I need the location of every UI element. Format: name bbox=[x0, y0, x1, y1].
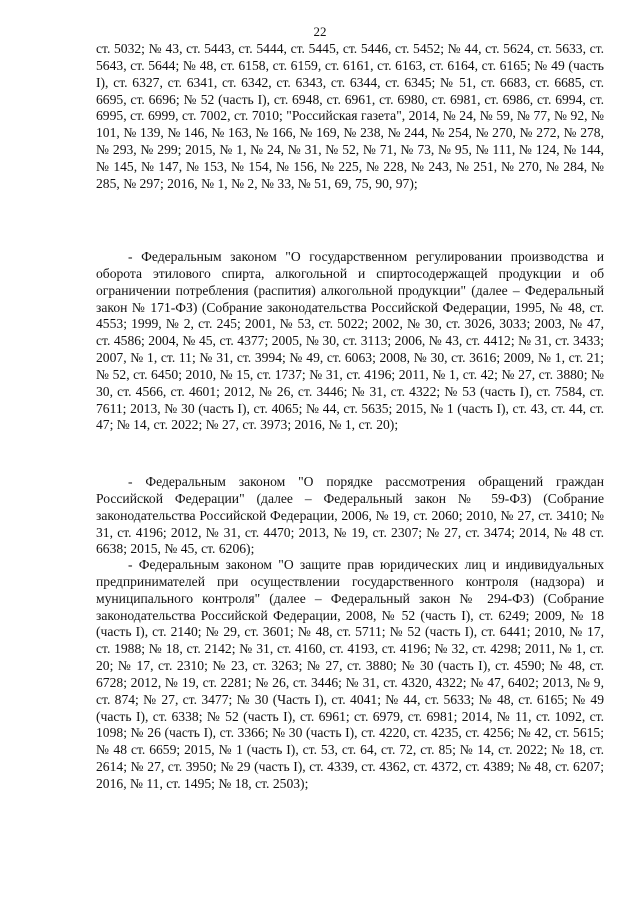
page-number: 22 bbox=[313, 24, 327, 39]
paragraph-federal-law-294: - Федеральным законом "О защите прав юридических лиц и индивидуальных предпринимателей при осуществлении государственного контроля (надзора) и муниципального контроля" (далее – Федеральный закон № 294-ФЗ) (Собрание законодательства Российской Федерации, 2008, № 52 (часть I), ст. 6249; 2009, № 18 (часть I), ст. 2140; № 29, ст. 3601; № 48, ст. 5711; № 52 (часть I), ст. 6441; 2010, № 17, ст. 1988; № 18, ст. 2142; № 31, ст. 4160, ст. 4193, ст. 4196; № 32, ст. 4298; 2011, № 1, ст. 20; № 17, ст. 2310; № 23, ст. 3263; № 27, ст. 3880; № 30 (часть I), ст. 4590; № 48, ст. 6728; 2012, № 19, ст. 2281; № 26, ст. 3446; № 31, ст. 4320, 4322; № 47, 6402; 2013, № 9, ст. 874; № 27, ст. 3477; № 30 (Часть I), ст. 4041; № 44, ст. 5633; № 48, ст. 6165; № 49 (часть I), ст. 6338; № 52 (часть I), ст. 6961; ст. 6979, ст. 6981; 2014, № 11, ст. 1092, ст. 1098; № 26 (часть I), ст. 3366; № 30 (часть I), ст. 4220, ст. 4235, ст. 4256; № 42, ст. 5615; № 48 ст. 6659; 2015, № 1 (часть I), ст. 53, ст. 64, ст. 72, ст. 85; № 14, ст. 2022; № 18, ст. 2614; № 27, ст. 3950; № 29 (часть I), ст. 4339, ст. 4362, ст. 4372, ст. 4389; № 48, ст. 6207; 2016, № 11, ст. 1495; № 18, ст. 2503); bbox=[96, 557, 604, 791]
paragraph-federal-law-59: - Федеральным законом "О порядке рассмотрения обращений граждан Российской Федерации" (далее – Федеральный закон № 59-ФЗ) (Собрание законодательства Российской Федерации, 2006, № 19, ст. 2060; 2010, № 27, ст. 3410; № 31, ст. 4196; 2012, № 31, ст. 4470; 2013, № 19, ст. 2307; № 27, ст. 3474; 2014, № 48 ст. 6638; 2015, № 45, ст. 6206); bbox=[96, 474, 604, 557]
paragraph-citation-continuation: ст. 5032; № 43, ст. 5443, ст. 5444, ст. 5445, ст. 5446, ст. 5452; № 44, ст. 5624, ст. 5633, ст. 5643, ст. 5644; № 48, ст. 6158, ст. 6159, ст. 6161, ст. 6163, ст. 6164, ст. 6165; № 49 (часть I), ст. 6327, ст. 6341, ст. 6342, ст. 6343, ст. 6344, ст. 6345; № 51, ст. 6683, ст. 6685, ст. 6695, ст. 6696; № 52 (часть I), ст. 6948, ст. 6961, ст. 6980, ст. 6981, ст. 6986, ст. 6994, ст. 6995, ст. 6999, ст. 7002, ст. 7010; "Российская газета", 2014, № 24, № 59, № 77, № 92, № 101, № 139, № 146, № 163, № 166, № 169, № 238, № 244, № 254, № 270, № 272, № 278, № 293, № 299; 2015, № 1, № 24, № 31, № 52, № 71, № 73, № 95, № 111, № 124, № 144, № 145, № 147, № 153, № 154, № 156, № 225, № 228, № 243, № 251, № 270, № 284, № 285, № 297; 2016, № 1, № 2, № 33, № 51, 69, 75, 90, 97); bbox=[96, 41, 604, 191]
paragraph-federal-law-171: - Федеральным законом "О государственном регулировании производства и оборота этилового спирта, алкогольной и спиртосодержащей продукции и об ограничении потребления (распития) алкогольной продукции" (далее – Федеральный закон № 171-ФЗ) (Собрание законодательства Российской Федерации, 1995, № 48, ст. 4553; 1999, № 2, ст. 245; 2001, № 53, ст. 5022; 2002, № 30, ст. 3026, 3033; 2003, № 47, ст. 4586; 2004, № 45, ст. 4377; 2005, № 30, ст. 3113; 2006, № 43, ст. 4412; № 31, ст. 3433; 2007, № 1, ст. 11; № 31, ст. 3994; № 49, ст. 6063; 2008, № 30, ст. 3616; 2009, № 1, ст. 21; № 52, ст. 6450; 2010, № 15, ст. 1737; № 31, ст. 4196; 2011, № 1, ст. 42; № 27, ст. 3880; № 30, ст. 4566, ст. 4601; 2012, № 26, ст. 3446; № 31, ст. 4322; № 53 (часть I), ст. 7584, ст. 7611; 2013, № 30 (часть I), ст. 4065; № 44, ст. 5635; 2015, № 1 (часть I), ст. 43, ст. 44, ст. 47; № 14, ст. 2022; № 27, ст. 3973; 2016, № 1, ст. 20); bbox=[96, 249, 604, 433]
